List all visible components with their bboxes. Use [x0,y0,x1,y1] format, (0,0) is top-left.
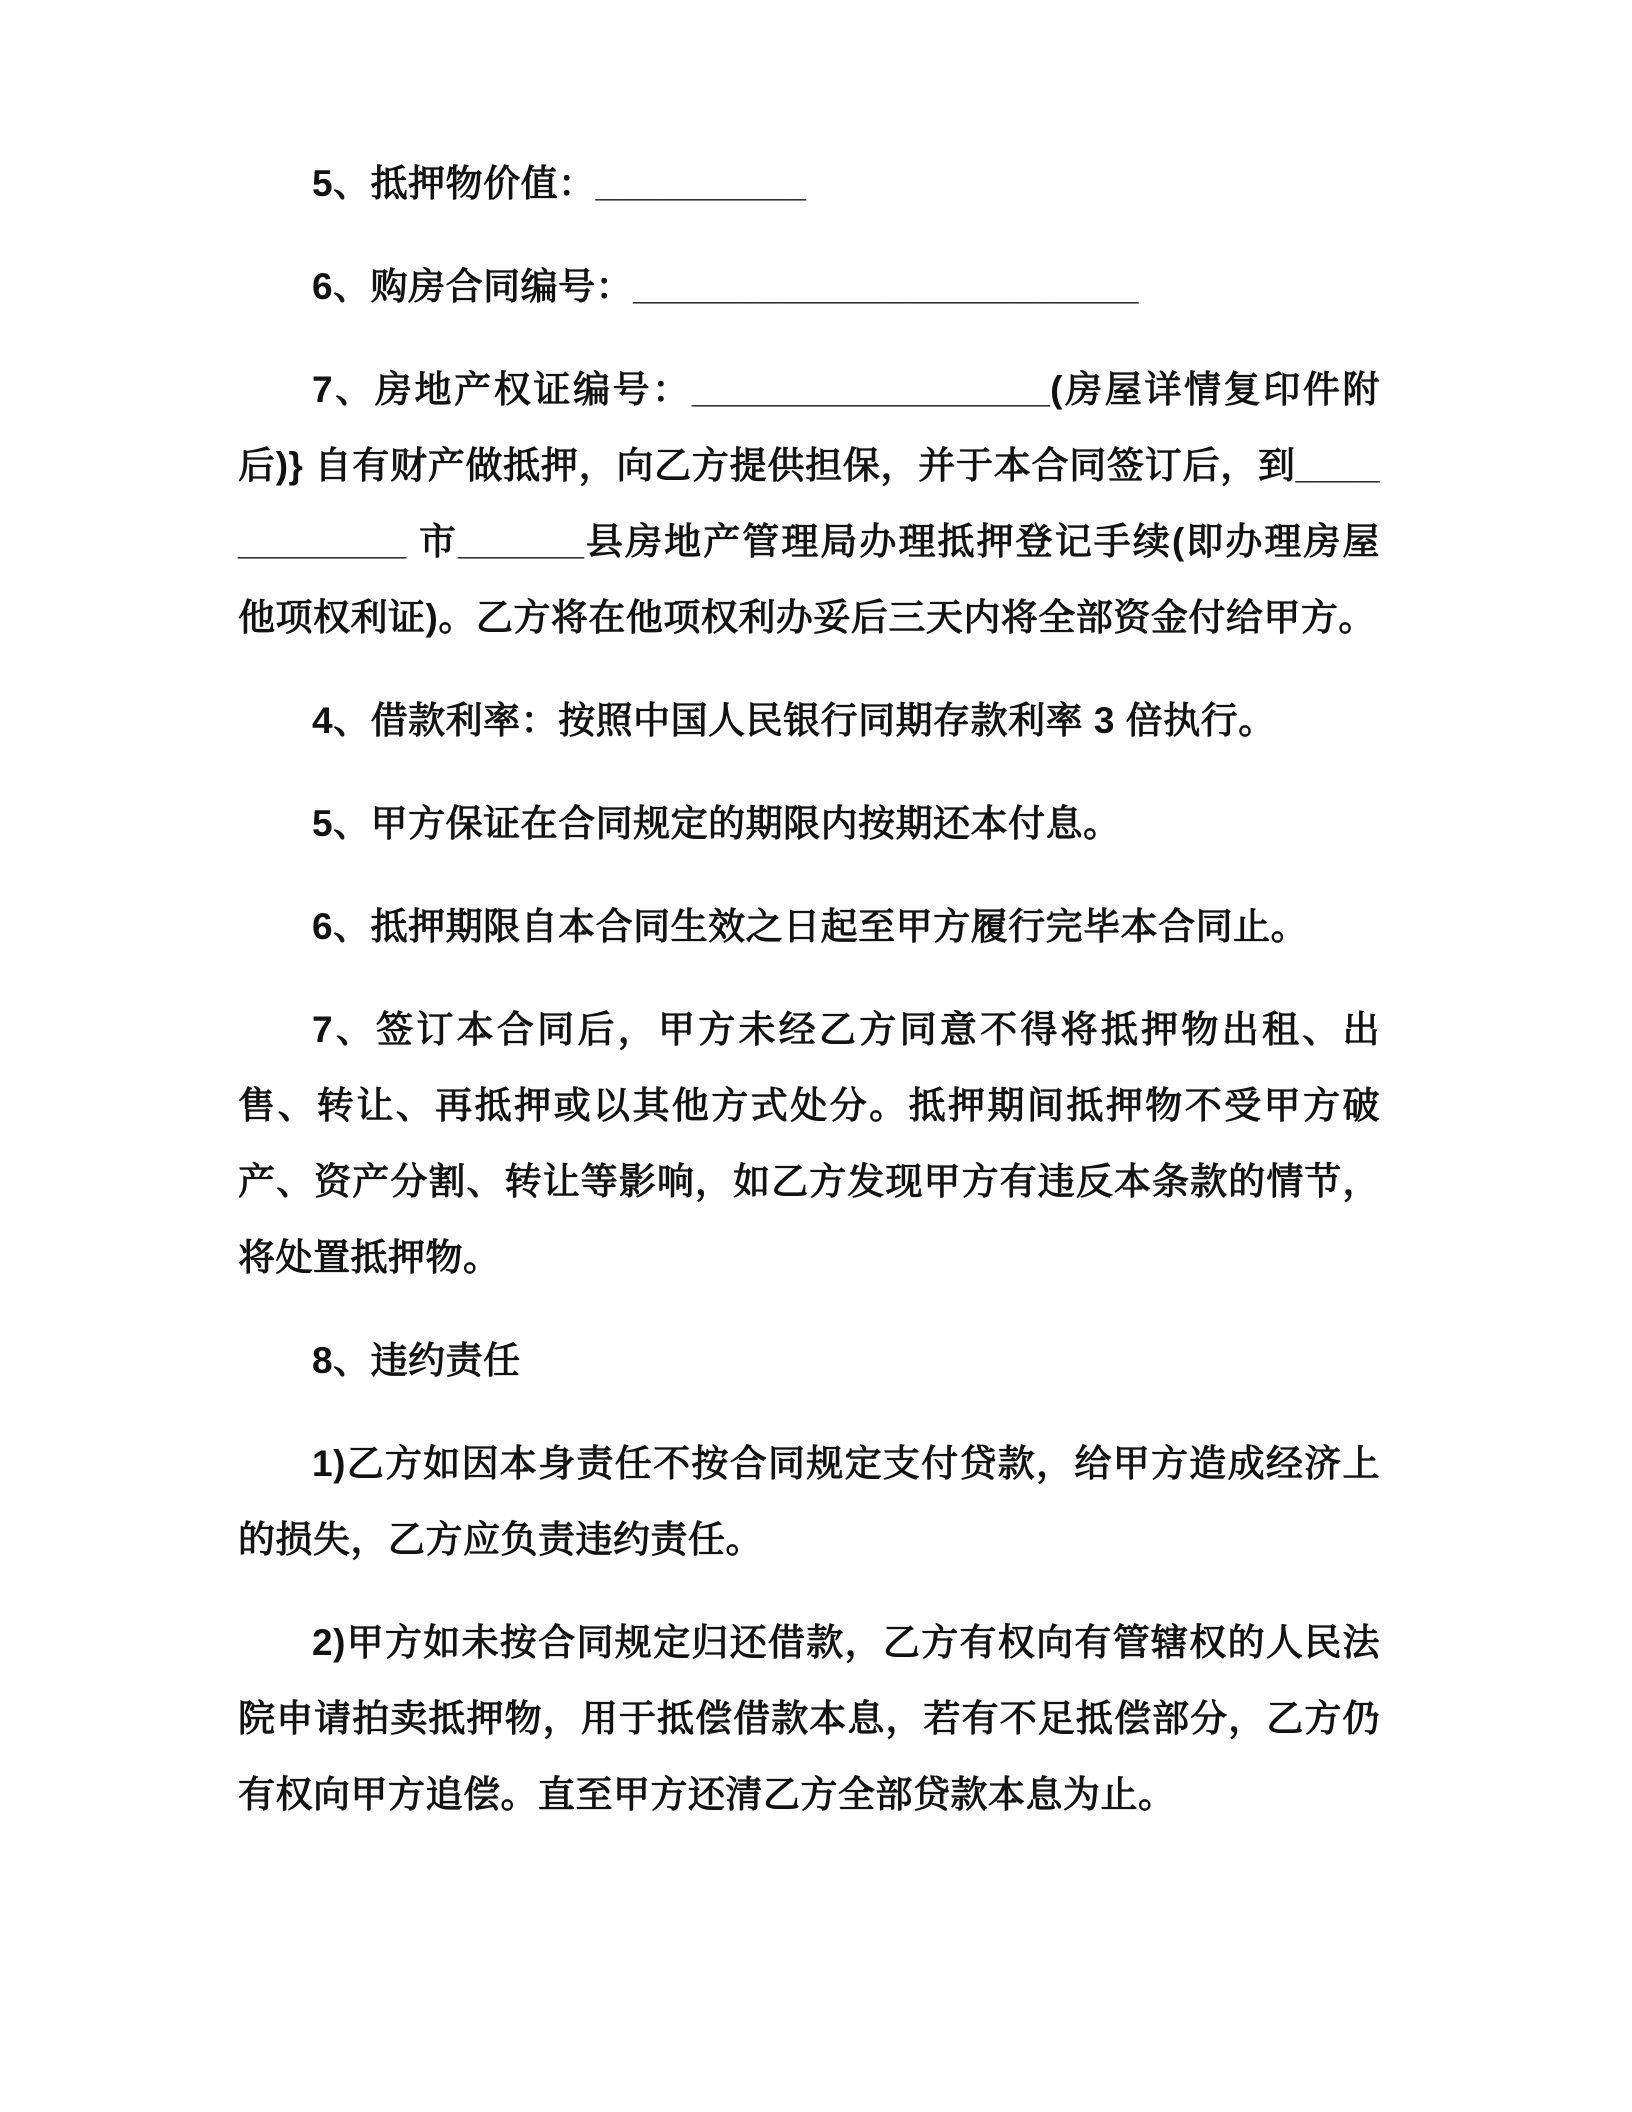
paragraph-breach-clause-1: 1)乙方如因本身责任不按合同规定支付贷款，给甲方造成经济上的损失，乙方应负责违约责任。 [238,1443,1380,1560]
paragraph-collateral-restrictions: 7、签订本合同后，甲方未经乙方同意不得将抵押物出租、出售、转让、再抵押或以其他方式处分。抵押期间抵押物不受甲方破产、资产分割、转让等影响，如乙方发现甲方有违反本条款的情节，将处置抵押物。 [238,1009,1380,1278]
paragraph-property-cert-no: 7、房地产权证编号：_________________(房屋详情复印件附后)} 自有财产做抵押，向乙方提供担保，并于本合同签订后，到____________ 市______县房地产管理局办理抵押登记手续(即办理房屋他项权利证)。乙方将在他项权利办妥后三天内将全部资金付给甲方。 [238,369,1380,638]
paragraph-loan-interest-rate: 4、借款利率：按照中国人民银行同期存款利率 3 倍执行。 [312,700,1276,741]
paragraph-repayment-guarantee: 5、甲方保证在合同规定的期限内按期还本付息。 [312,803,1121,844]
paragraph-mortgage-term: 6、抵押期限自本合同生效之日起至甲方履行完毕本合同止。 [312,906,1309,947]
paragraph-collateral-value: 5、抵押物价值：__________ [312,163,807,204]
paragraph-breach-liability-heading: 8、违约责任 [312,1340,521,1381]
paragraph-purchase-contract-no: 6、购房合同编号：________________________ [312,266,1139,307]
paragraph-breach-clause-2: 2)甲方如未按合同规定归还借款，乙方有权向有管辖权的人民法院申请拍卖抵押物，用于抵偿借款本息，若有不足抵偿部分，乙方仍有权向甲方追偿。直至甲方还清乙方全部贷款本息为止。 [238,1622,1380,1815]
